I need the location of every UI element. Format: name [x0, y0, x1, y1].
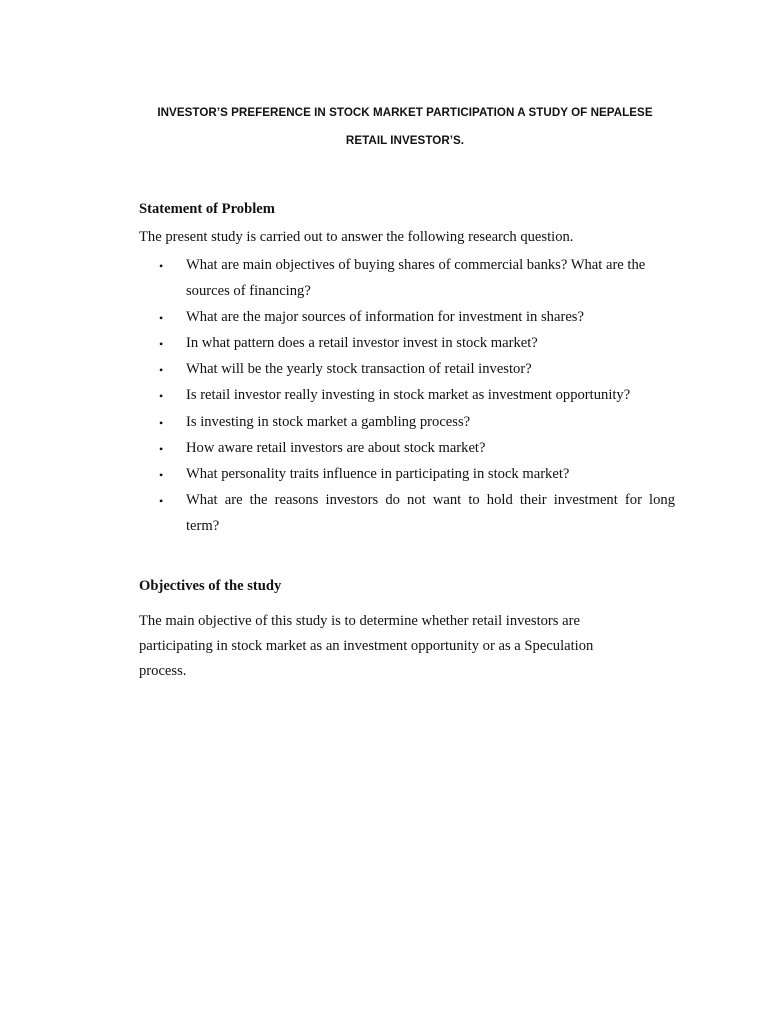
question-3: In what pattern does a retail investor invest in stock market? — [186, 335, 538, 351]
question-9-line-1: What are the reasons investors do not want to hold their investment for long — [186, 492, 675, 508]
document-title-line-2: RETAIL INVESTOR’S. — [345, 134, 465, 147]
bullet-icon: • — [159, 259, 164, 273]
problem-heading: Statement of Problem — [139, 201, 275, 217]
bullet-icon: • — [159, 337, 164, 351]
objectives-heading: Objectives of the study — [139, 578, 282, 594]
bullet-icon: • — [159, 311, 164, 325]
question-1-line-2: sources of financing? — [186, 283, 311, 299]
objectives-line-1: The main objective of this study is to determine whether retail investors are — [139, 613, 580, 629]
document-title-line-1: INVESTOR’S PREFERENCE IN STOCK MARKET PARTICIPATION A STUDY OF NEPALESE — [157, 106, 653, 119]
question-9-line-2: term? — [186, 518, 220, 534]
bullet-icon: • — [159, 494, 164, 508]
question-4: What will be the yearly stock transaction of retail investor? — [186, 361, 532, 377]
objectives-line-3: process. — [139, 663, 187, 679]
question-5: Is retail investor really investing in stock market as investment opportunity? — [186, 387, 631, 403]
bullet-icon: • — [159, 468, 164, 482]
bullet-icon: • — [159, 416, 164, 430]
objectives-line-2: participating in stock market as an investment opportunity or as a Speculation — [139, 638, 594, 654]
question-1-line-1: What are main objectives of buying shares of commercial banks? What are the — [186, 257, 646, 273]
bullet-icon: • — [159, 389, 164, 403]
question-8: What personality traits influence in participating in stock market? — [186, 466, 570, 482]
bullet-icon: • — [159, 363, 164, 377]
bullet-icon: • — [159, 442, 164, 456]
question-2: What are the major sources of information for investment in shares? — [186, 309, 584, 325]
question-6: Is investing in stock market a gambling process? — [186, 414, 471, 430]
question-7: How aware retail investors are about stock market? — [186, 440, 486, 456]
problem-intro: The present study is carried out to answer the following research question. — [139, 229, 574, 245]
